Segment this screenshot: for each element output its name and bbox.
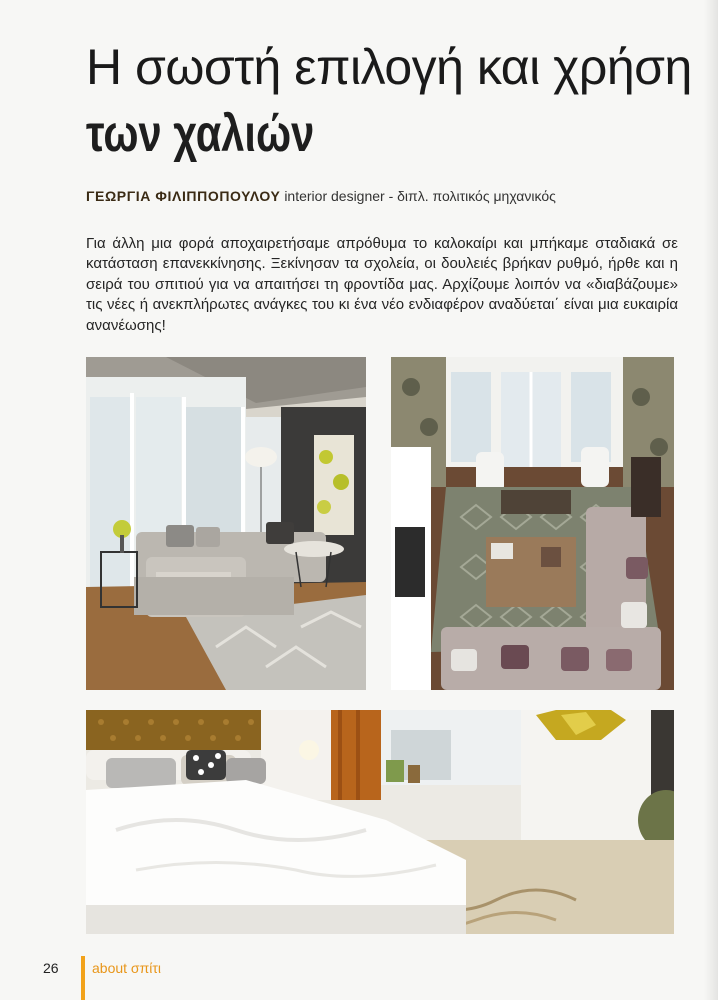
aerial-living-room-photo — [391, 357, 674, 690]
page-edge-shadow — [704, 0, 718, 1000]
author-role: interior designer - διπλ. πολιτικός μηχανικός — [284, 188, 556, 204]
article-title-line2: των χαλιών — [86, 105, 315, 163]
author-name: ΓΕΩΡΓΙΑ ΦΙΛΙΠΠΟΠΟΥΛΟΥ — [86, 188, 281, 204]
living-room-photo — [86, 357, 366, 690]
intro-paragraph: Για άλλη μια φορά αποχαιρετήσαμε απρόθυμα το καλοκαίρι και μπήκαμε σταδιακά σε κατάσταση επανεκκίνησης. Ξεκίνησαν τα σχολεία, οι δουλειές βρήκαν ρυθμό, ήρθε και η σειρά του σπιτιού για να απαιτήσει τη φροντίδα μας. Αρχίζουμε λοιπόν να «διαβάζουμε» τις νέες ή ανεκπλήρωτες ανάγκες του κι ένα νέο ενδιαφέρον αναδύεται΄ είναι μια ευκαιρία ανανέωσης! — [86, 235, 678, 334]
footer-accent-bar — [81, 956, 85, 1000]
bedroom-photo — [86, 710, 674, 934]
byline — [86, 188, 556, 204]
page-number: 26 — [43, 960, 59, 976]
magazine-name: about σπίτι — [92, 960, 161, 976]
article-title-line1: Η σωστή επιλογή και χρήση — [86, 39, 692, 95]
